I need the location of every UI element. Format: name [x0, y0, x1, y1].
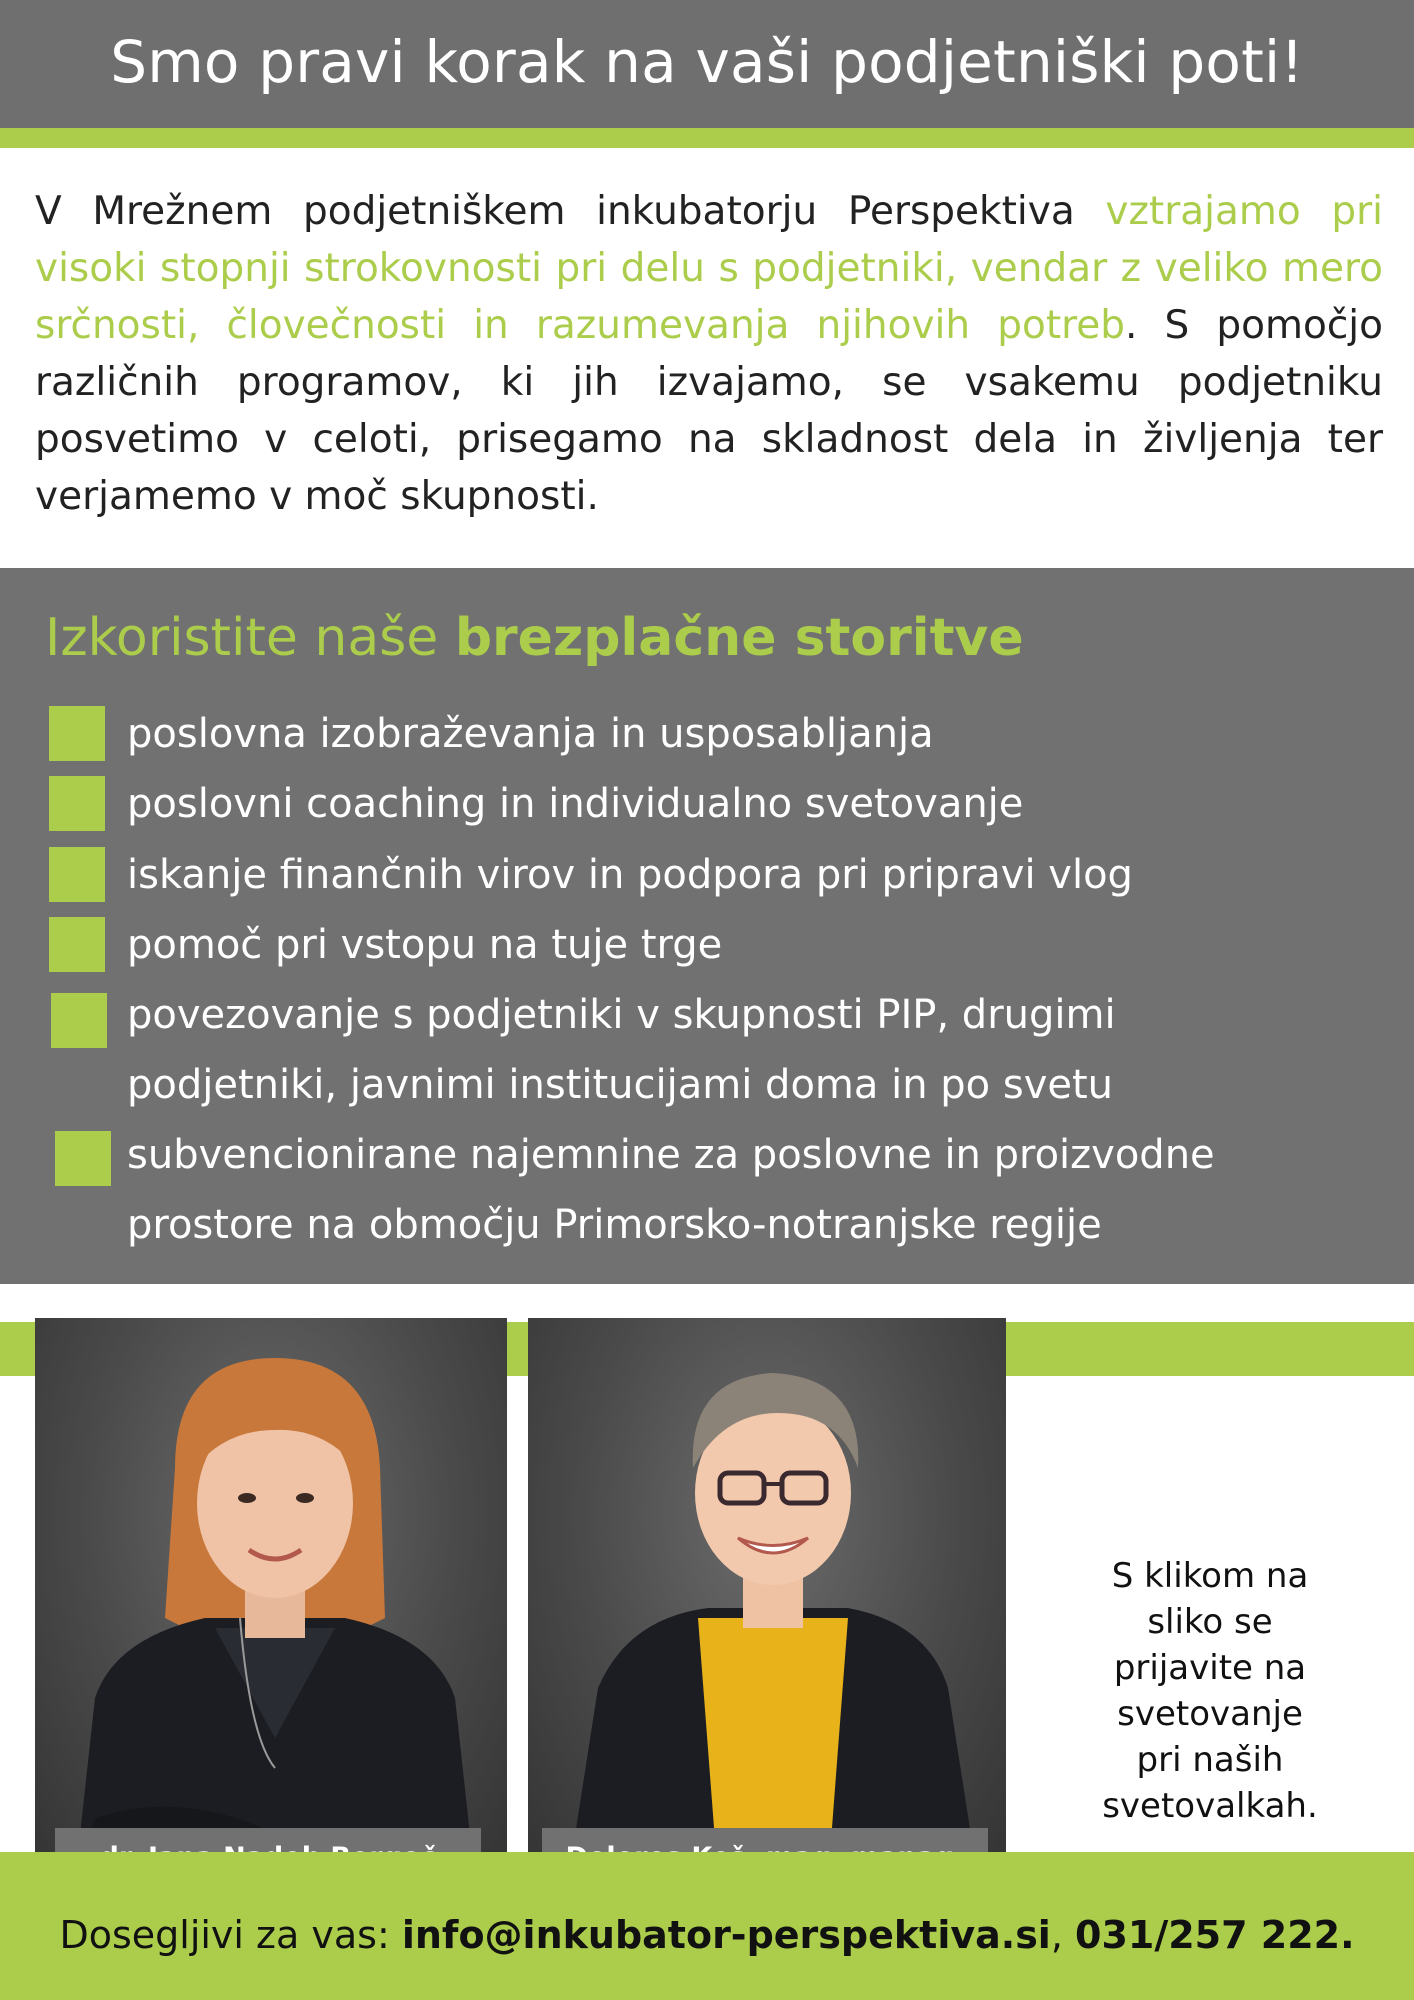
- intro-text-start: V Mrežnem podjetniškem inkubatorju Perspektiva: [35, 189, 1106, 234]
- service-label: poslovni coaching in individualno svetovanje: [127, 781, 1024, 827]
- booking-note-line: svetovanje: [1117, 1694, 1303, 1734]
- portrait-illustration: [528, 1318, 1006, 1880]
- service-label-line1: subvencionirane najemnine za poslovne in proizvodne: [127, 1132, 1215, 1178]
- header-accent-stripe: [0, 128, 1414, 148]
- contact-prefix: Dosegljivi za vas:: [59, 1913, 402, 1957]
- intro-highlight: vztrajamo pri visoki stopnji strokovnosti pri delu s podjetniki, vendar z veliko mero srčnosti, človečnosti in razumevanja njihovih potreb: [35, 189, 1383, 348]
- checkbox-square-icon: [49, 706, 105, 761]
- services-heading: [45, 608, 1024, 668]
- contact-separator: ,: [1050, 1913, 1076, 1957]
- advisor-photo-dolores[interactable]: [528, 1318, 1006, 1880]
- checkbox-square-icon: [55, 1131, 111, 1186]
- intro-paragraph: [35, 183, 1383, 525]
- intro-text-end: . S pomočjo različnih programov, ki jih izvajamo, se vsakemu podjetniku posvetimo v celoti, prisegamo na skladnost dela in življenja ter verjamemo v moč skupnosti.: [35, 303, 1383, 519]
- services-panel: [0, 568, 1414, 1284]
- booking-note-line: prijavite na: [1113, 1648, 1307, 1688]
- service-label-line2: prostore na območju Primorsko-notranjske regije: [127, 1202, 1102, 1248]
- checkbox-square-icon: [49, 776, 105, 831]
- checkbox-square-icon: [51, 993, 107, 1048]
- checkbox-square-icon: [49, 847, 105, 902]
- booking-note-line: pri naših: [1136, 1740, 1284, 1780]
- page-title: Smo pravi korak na vaši podjetniški poti!: [110, 28, 1304, 96]
- advisor-photo-jana[interactable]: [35, 1318, 507, 1880]
- contact-phone[interactable]: 031/257 222.: [1075, 1913, 1355, 1957]
- service-label: iskanje finančnih virov in podpora pri pripravi vlog: [127, 852, 1133, 898]
- booking-note: [1066, 1553, 1354, 1829]
- service-label: poslovna izobraževanja in usposabljanja: [127, 711, 934, 757]
- contact-line: [0, 1913, 1414, 1957]
- booking-note-line: S klikom na: [1111, 1556, 1309, 1596]
- services-heading-normal: Izkoristite naše: [45, 608, 455, 668]
- booking-note-line: sliko se: [1147, 1602, 1273, 1642]
- checkbox-square-icon: [49, 917, 105, 972]
- service-label-line2: podjetniki, javnimi institucijami doma in po svetu: [127, 1062, 1114, 1108]
- contact-email-link[interactable]: info@inkubator-perspektiva.si: [401, 1913, 1051, 1957]
- service-label-line1: povezovanje s podjetniki v skupnosti PIP, drugimi: [127, 992, 1116, 1038]
- services-heading-bold: brezplačne storitve: [454, 608, 1024, 668]
- booking-note-line: svetovalkah.: [1102, 1786, 1318, 1826]
- service-label: pomoč pri vstopu na tuje trge: [127, 922, 723, 968]
- portrait-illustration: [35, 1318, 507, 1880]
